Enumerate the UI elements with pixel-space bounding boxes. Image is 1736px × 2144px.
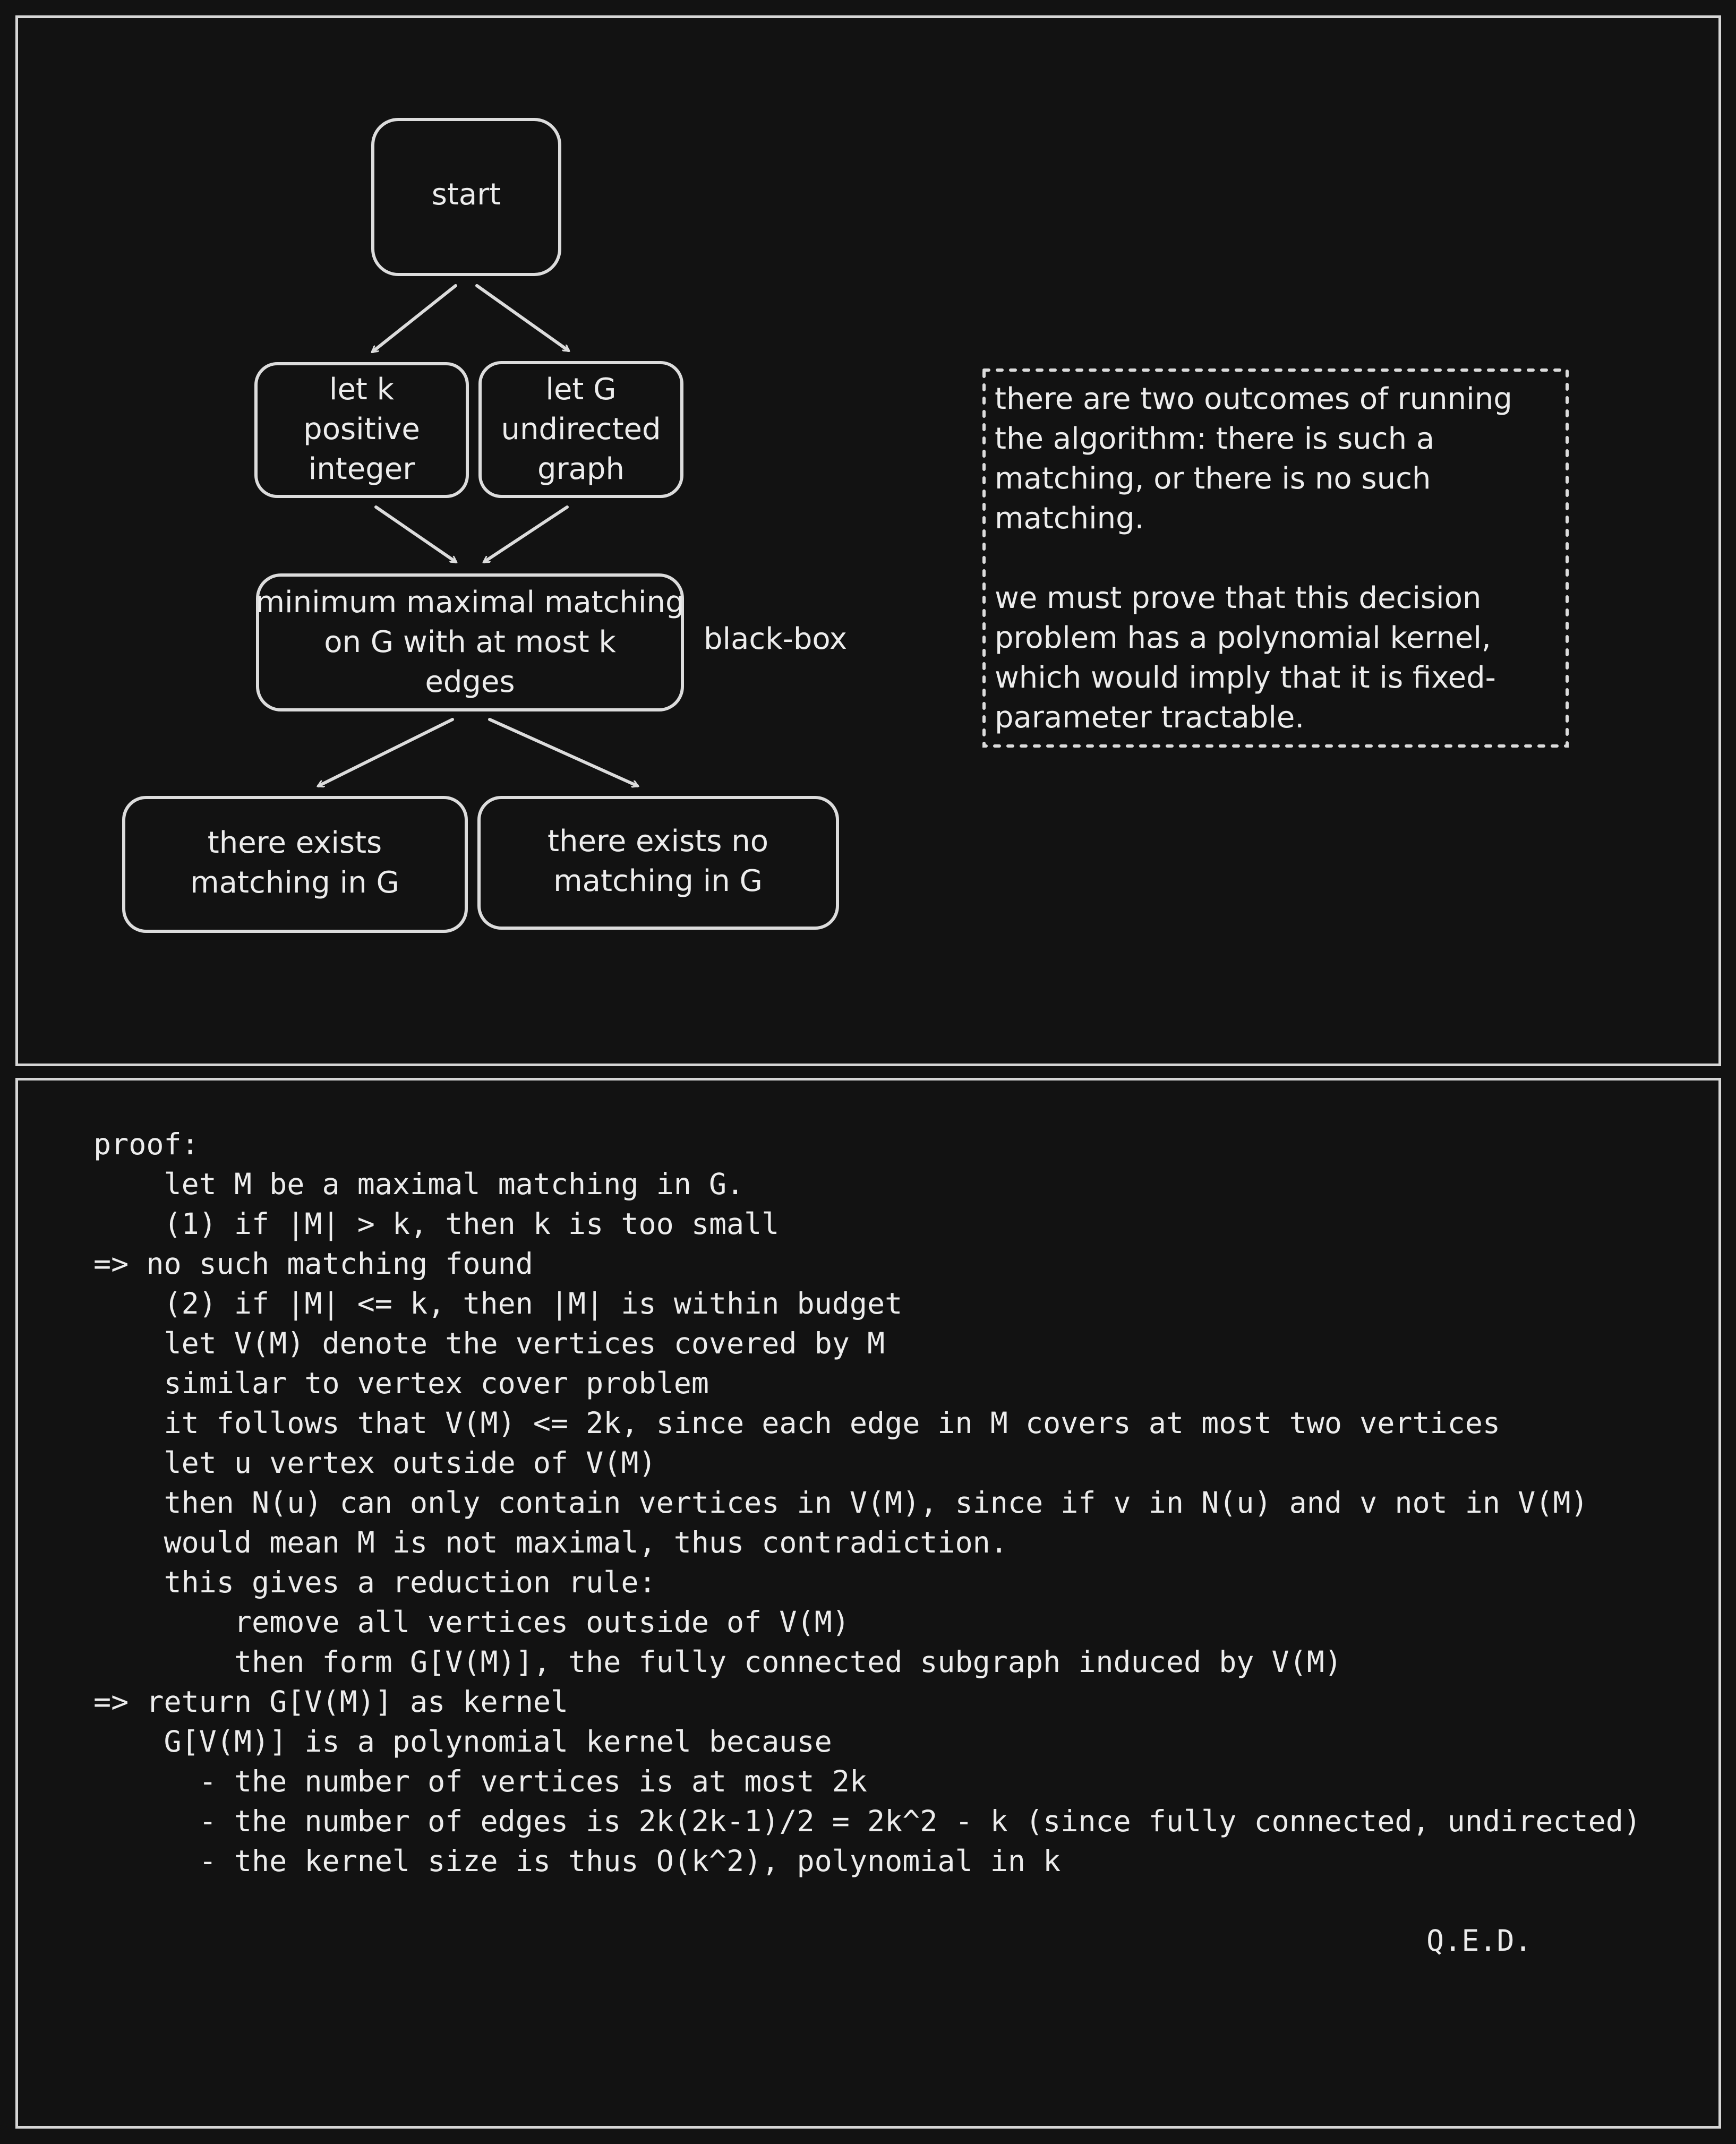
note-line: there are two outcomes of running (995, 382, 1512, 416)
node-not-exists-line-1: there exists no (548, 824, 768, 859)
proof-line: this gives a reduction rule: (93, 1565, 656, 1599)
arrow-matching-to-exists (319, 719, 452, 786)
node-start-label: start (431, 177, 501, 212)
node-let-g-line-2: undirected (501, 412, 661, 447)
proof-line: - the number of edges is 2k(2k-1)/2 = 2k^2 - k (since fully connected, undirected) (93, 1804, 1641, 1838)
node-exists (124, 797, 466, 931)
node-let-k-line-1: let k (329, 372, 395, 407)
node-not-exists-line-2: matching in G (553, 864, 763, 898)
note-line: matching. (995, 501, 1144, 536)
note-line: the algorithm: there is such a (995, 422, 1435, 456)
proof-line: it follows that V(M) <= 2k, since each edge in M covers at most two vertices (93, 1406, 1501, 1440)
node-exists-line-2: matching in G (190, 865, 399, 900)
node-start (373, 119, 560, 275)
note-line: problem has a polynomial kernel, (995, 621, 1491, 655)
note-box (984, 370, 1567, 746)
arrow-let-g-to-matching (484, 507, 567, 562)
qed-label: Q.E.D. (1426, 1924, 1532, 1958)
note-line: parameter tractable. (995, 700, 1305, 735)
node-let-k-line-3: integer (308, 452, 415, 486)
proof-line: let u vertex outside of V(M) (93, 1446, 656, 1480)
node-matching-line-1: minimum maximal matching (255, 585, 685, 620)
node-matching-line-3: edges (425, 665, 515, 699)
proof-line: similar to vertex cover problem (93, 1366, 709, 1400)
proof-line: proof: (93, 1127, 199, 1161)
proof-line: then form G[V(M)], the fully connected subgraph induced by V(M) (93, 1645, 1342, 1679)
proof-line: let V(M) denote the vertices covered by M (93, 1326, 885, 1360)
proof-line: then N(u) can only contain vertices in V(M), since if v in N(u) and v not in V(M) (93, 1486, 1588, 1520)
proof-line: - the kernel size is thus O(k^2), polynomial in k (93, 1844, 1061, 1878)
node-matching-line-2: on G with at most k (324, 625, 616, 659)
proof-line: would mean M is not maximal, thus contradiction. (93, 1525, 1008, 1559)
arrow-start-to-let-g (477, 286, 568, 350)
node-let-g (480, 363, 682, 496)
node-let-g-line-1: let G (545, 372, 617, 407)
proof-line: remove all vertices outside of V(M) (93, 1605, 850, 1639)
arrow-let-k-to-matching (376, 507, 456, 562)
proof-line: => no such matching found (93, 1247, 533, 1281)
arrow-matching-to-not-exists (490, 719, 637, 786)
node-let-k-line-2: positive (303, 412, 420, 447)
proof-line: G[V(M)] is a polynomial kernel because (93, 1725, 832, 1759)
note-line: we must prove that this decision (995, 581, 1482, 615)
black-box-label: black-box (704, 622, 848, 656)
node-let-g-line-3: graph (537, 452, 625, 486)
note-line: which would imply that it is fixed- (995, 661, 1496, 695)
node-not-exists (479, 797, 837, 928)
note-line: matching, or there is no such (995, 461, 1431, 496)
proof-line: => return G[V(M)] as kernel (93, 1685, 569, 1719)
arrow-start-to-let-k (373, 286, 456, 351)
proof-line: (1) if |M| > k, then k is too small (93, 1207, 780, 1241)
node-matching (255, 575, 684, 710)
node-exists-line-1: there exists (207, 826, 382, 860)
node-let-k (256, 364, 467, 496)
proof-text (93, 1125, 1641, 1881)
proof-line: let M be a maximal matching in G. (93, 1167, 745, 1201)
proof-line: (2) if |M| <= k, then |M| is within budget (93, 1287, 903, 1320)
proof-line: - the number of vertices is at most 2k (93, 1764, 867, 1798)
